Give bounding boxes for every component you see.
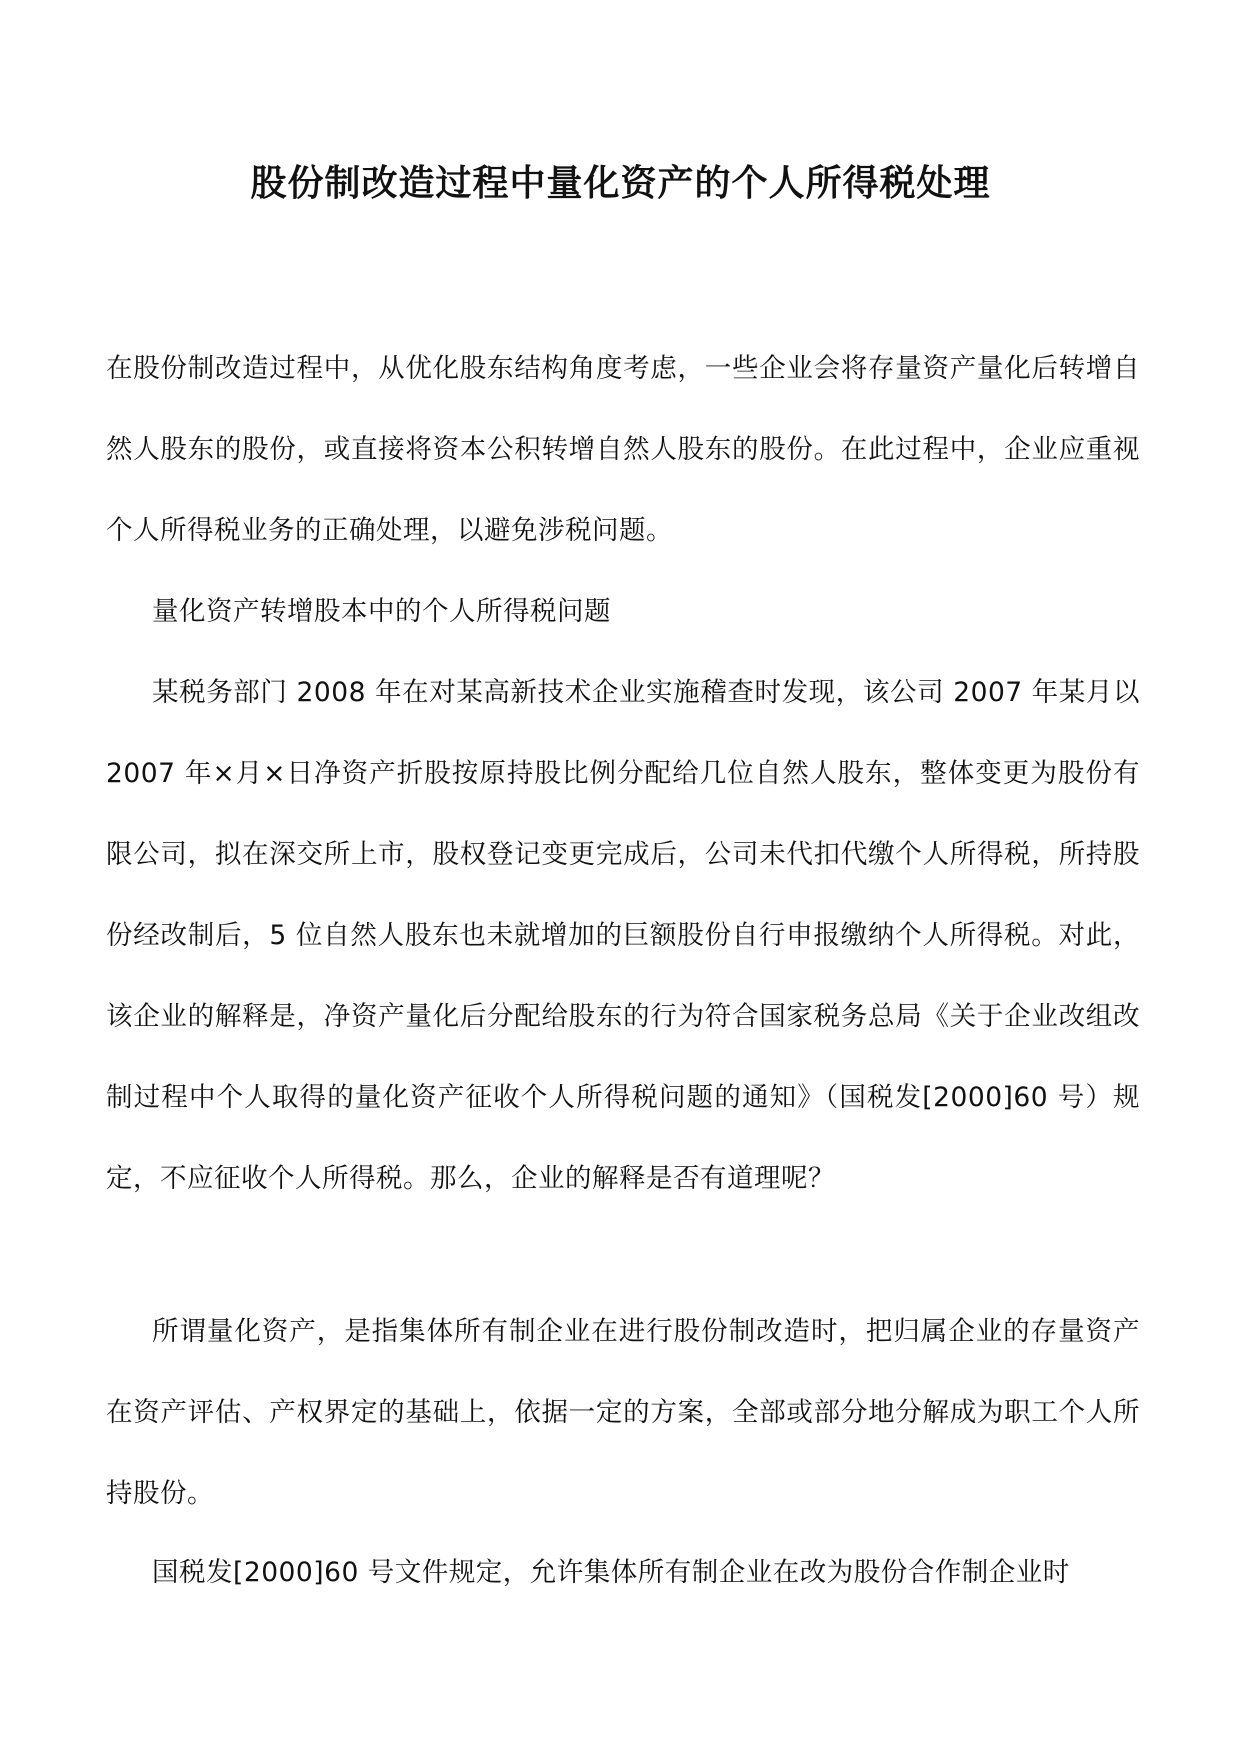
paragraph-intro: 在股份制改造过程中，从优化股东结构角度考虑，一些企业会将存量资产量化后转增自然人股东的股份，或直接将资本公积转增自然人股东的股份。在此过程中，企业应重视个人所得税业务的正确处理，以避免涉税问题。 [106, 353, 1140, 546]
paragraph-case: 某税务部门 2008 年在对某高新技术企业实施稽查时发现，该公司 2007 年某月以 2007 年×月×日净资产折股按原持股比例分配给几位自然人股东，整体变更为股份有限公司，拟在深交所上市，股权登记变更完成后，公司未代扣代缴个人所得税，所持股份经改制后，5 位自然人股东也未就增加的巨额股份自行申报缴纳个人所得税。对此，该企业的解释是，净资产量化后分配给股东的行为符合国家税务总局《关于企业改组改制过程中个人取得的量化资产征收个人所得税问题的通知》（国税发[2000]60 号）规定，不应征收个人所得税。那么，企业的解释是否有道理呢？ [106, 677, 1140, 1194]
section-heading-quantified-assets: 量化资产转增股本中的个人所得税问题 [152, 596, 611, 627]
paragraph-definition: 所谓量化资产，是指集体所有制企业在进行股份制改造时，把归属企业的存量资产在资产评估、产权界定的基础上，依据一定的方案，全部或部分地分解成为职工个人所持股份。 [106, 1316, 1140, 1509]
document-title: 股份制改造过程中量化资产的个人所得税处理 [250, 162, 991, 204]
paragraph-regulation: 国税发[2000]60 号文件规定，允许集体所有制企业在改为股份合作制企业时 [152, 1557, 1070, 1588]
